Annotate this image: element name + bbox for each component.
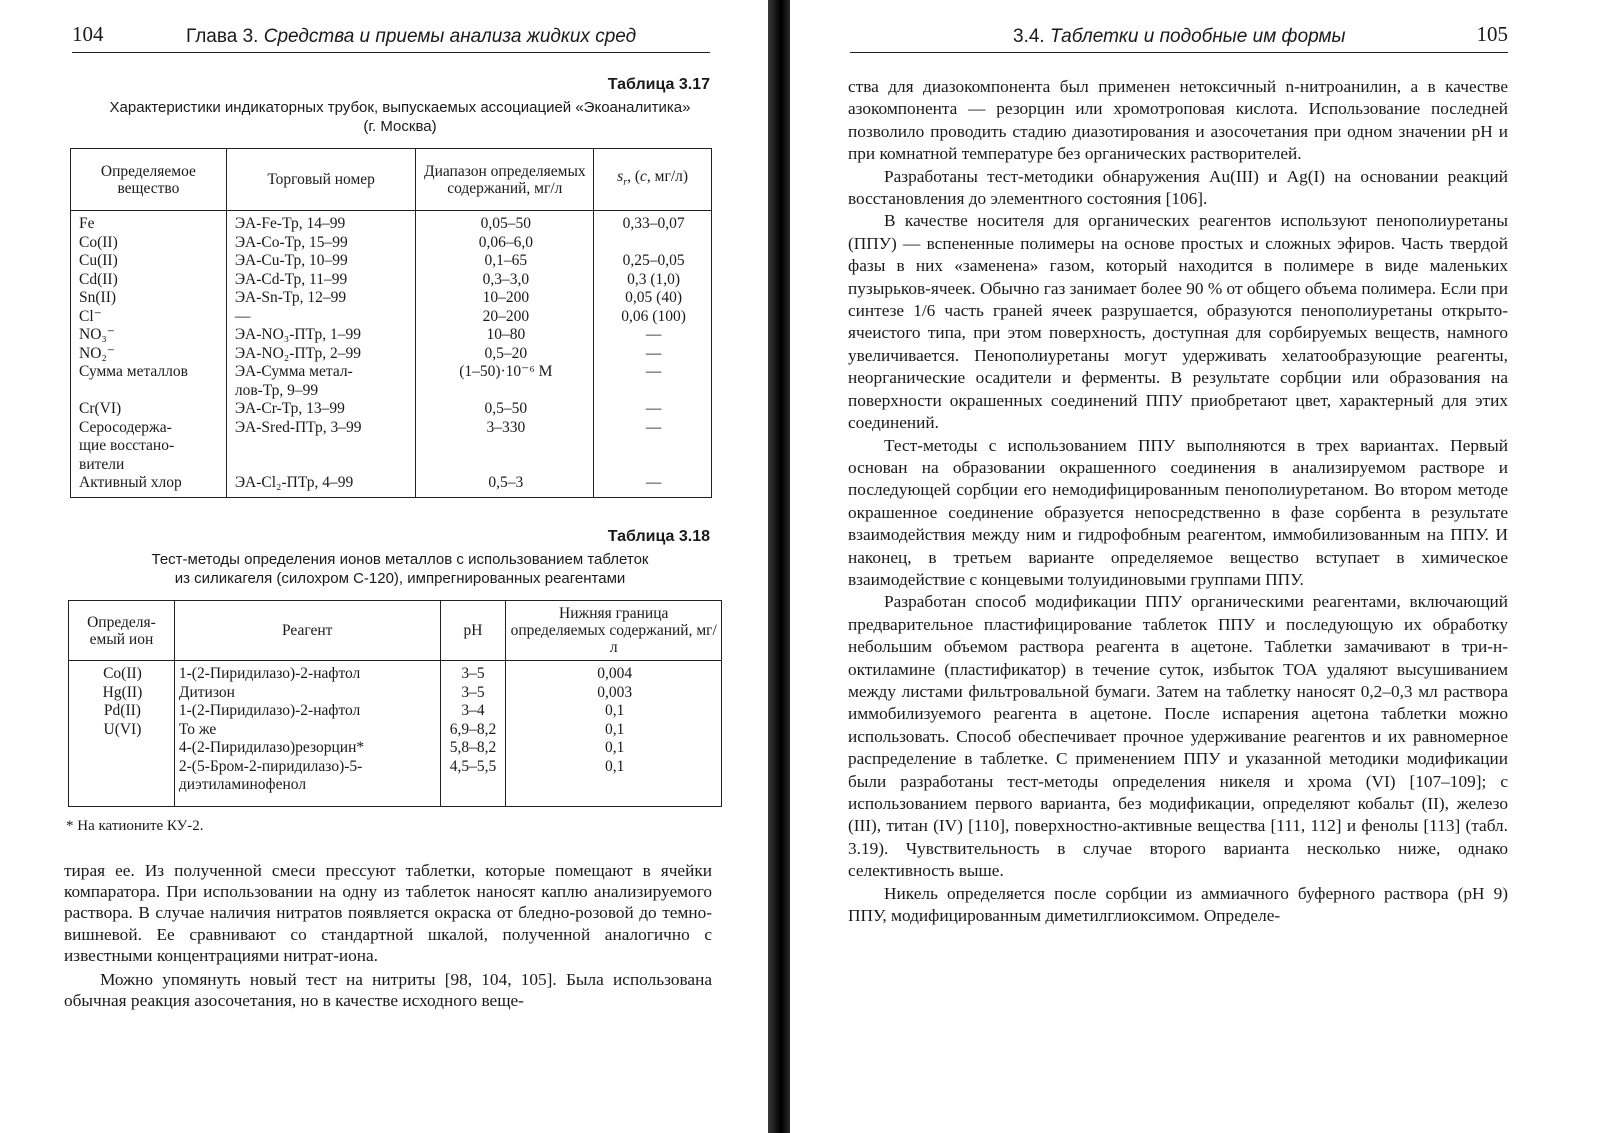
t317-cell-sr: — xyxy=(645,474,662,491)
page-number-left: 104 xyxy=(72,22,104,46)
t317-cell-range: 10–80 xyxy=(486,326,526,343)
right-paragraph-3: В качестве носителя для органических реагентов используют пенополиуретаны (ППУ) — вспененные полимеры на основе простых и сложных эфиров. Часть твердой фазы в них «заменена» газом, который находится в полимере в виде маленьких пузырьков-ячеек. Обычно газ занимает более 90 % от общего объема полимера. Если при синтезе 1/6 часть граней ячеек разрушается, образуются пенополиуретаны открыто-ячеистого типа, при этом поверхность, доступная для сорбируемых веществ, намного увеличивается. Пенополиуретаны могут удерживать хелатообразующие реагенты, неорганические осадители и ферменты. В результате сорбции или образования на поверхности окрашенных соединений ППУ приобретают цвет, характерный для этих соединений. xyxy=(848,211,1508,433)
right-page xyxy=(790,0,1600,1133)
t317-cell-substance: Cu(II) xyxy=(79,252,118,269)
left-head-title xyxy=(186,26,636,48)
page-number-right: 105 xyxy=(1476,22,1508,46)
t317-cell-range: 0,3–3,0 xyxy=(482,270,530,288)
t317-cell-trade: ЭА-Сумма метал- лов-Тр, 9–99 xyxy=(234,363,353,399)
table-317-caption xyxy=(62,98,738,136)
t317-cell-trade: ЭА-Cu-Тр, 10–99 xyxy=(234,252,348,269)
t317-cell-substance: Активный хлор xyxy=(79,474,182,491)
chapter-title: Средства и приемы анализа жидких сред xyxy=(263,26,637,47)
t317-cell-substance: Cr(VI) xyxy=(79,400,122,417)
left-paragraph-1: тирая ее. Из полученной смеси прессуют таблетки, которые помещают в ячейки компаратора. При использовании на одну из таблеток наносят каплю анализируемого раствора. В случае наличия нитратов появляется окраска от бледно-розовой до темно-вишневой. Ее сравнивают со стандартной шкалой, полученной аналогично с известными концентрациями нитрат-иона. xyxy=(64,861,712,965)
t317-col-substance xyxy=(71,211,227,498)
t317-cell-sr: — xyxy=(645,363,662,380)
t317-cell-sr xyxy=(602,234,705,253)
t317-cell-trade: — xyxy=(234,307,251,325)
table-318-caption-line2: из силикагеля (силохром С-120), импрегнированных реагентами xyxy=(174,570,626,587)
t317-cell-trade: ЭА-Sn-Тр, 12–99 xyxy=(234,289,347,306)
t317-cell-substance: Co(II) xyxy=(79,233,118,251)
t317-cell-range: 20–200 xyxy=(482,307,530,325)
right-paragraph-5: Разработан способ модификации ППУ органическими реагентами, включающий предварительное пластифицирование таблеток ППУ и последующую их обработку небольшим объемом раствора реагента в ацетоне. Таблетки замачивают в три-н-октиламине (пластификатор) в течение суток, избыток ТОА удаляют высушиванием между листами фильтровальной бумаги. Затем на таблетку наносят 0,2–0,3 мл раствора иммобилизуемого реагента в ацетоне. После испарения ацетона таблетки можно использовать. Способ обеспечивает прочное удерживание реагентов и их равномерное распределение в таблетке. С применением ППУ и указанной методики модификации были разработаны тест-методы определения никеля и хрома (VI) [107–109]; с использованием первого варианта, без модификации, определяют кобальт (II), железо (III), титан (IV) [110], поверхностно-активные вещества [111, 112] и фенолы [113] (табл. 3.19). Чувствительность в случае второго варианта несколько ниже, однако селективность выше. xyxy=(848,592,1508,881)
footnote: * На катионите КУ-2. xyxy=(66,818,204,834)
right-paragraph-1: ства для диазокомпонента был применен нетоксичный n-нитроанилин, а в качестве азокомпонента — резорцин или хромотроповая кислота. Использование последней позволило проводить стадию диазотирования и азосочетания при одном значении pH и при комнатной температуре без органических растворителей. xyxy=(848,77,1508,164)
table-318 xyxy=(68,600,722,807)
t317-cell-substance: Серосодержа- щие восстано- вители xyxy=(79,418,175,473)
table-317-caption-line2: (г. Москва) xyxy=(363,118,437,135)
t317-cell-sr: — xyxy=(645,344,662,362)
t317-col-sr xyxy=(594,211,712,498)
t317-cell-trade: ЭА-NO₃-ПТр, 1–99 xyxy=(234,326,361,343)
t317-cell-trade: ЭА-NO₂-ПТр, 2–99 xyxy=(234,344,361,362)
t318-ph: 3–5 3–5 3–4 6,9–8,2 5,8–8,2 4,5–5,5 xyxy=(440,661,506,807)
t318-header-limit: Нижняя граница определяемых содержаний, мг/л xyxy=(506,601,722,661)
table-318-caption-line1: Тест-методы определения ионов металлов с использованием таблеток xyxy=(151,551,649,568)
left-body-text xyxy=(64,860,712,1011)
t317-cell-range: 10–200 xyxy=(482,289,530,306)
t318-header-reagent: Реагент xyxy=(174,601,440,661)
right-paragraph-2: Разработаны тест-методики обнаружения Au(III) и Ag(I) на основании реакций восстановления до элементного состояния [106]. xyxy=(848,166,1508,209)
table-318-caption xyxy=(62,550,738,588)
t317-cell-sr: — xyxy=(645,418,662,436)
t317-cell-sr: — xyxy=(645,400,662,417)
right-paragraph-6: Никель определяется после сорбции из аммиачного буферного раствора (pH 9) ППУ, модифицированным диметилглиоксимом. Определе- xyxy=(848,883,1508,926)
right-running-head xyxy=(850,22,1508,53)
t317-cell-range: 0,06–6,0 xyxy=(478,233,533,251)
table-317-caption-line1: Характеристики индикаторных трубок, выпускаемых ассоциацией «Экоаналитика» xyxy=(109,99,691,116)
book-spine xyxy=(768,0,790,1133)
t317-cell-range: 0,5–3 xyxy=(488,474,524,491)
t317-col-trade xyxy=(226,211,416,498)
t317-cell-trade: ЭА-Sred-ПТр, 3–99 xyxy=(234,418,362,436)
t317-cell-range: 3–330 xyxy=(486,418,526,436)
right-body-text xyxy=(848,76,1508,927)
right-paragraph-4: Тест-методы с использованием ППУ выполняются в трех вариантах. Первый основан на образовании окрашенного соединения в анализируемом растворе и последующей сорбции его немодифицированным пенополиуретаном. Во втором методе окрашенное соединение образуется непосредственно в фазе сорбента в результате взаимодействия между ним и гидрофобным реагентом, иммобилизованным на ППУ. И наконец, в третьем варианте определяемое вещество вступает в химическое взаимодействие с концевыми толуидиновыми группами ППУ. xyxy=(848,435,1508,589)
section-number: 3.4. xyxy=(1013,26,1045,47)
t317-header-range: Диапазон определяемых содержаний, мг/л xyxy=(416,149,594,211)
table-317 xyxy=(70,148,712,498)
t317-cell-sr: — xyxy=(645,326,662,343)
t318-header-ph: pH xyxy=(440,601,506,661)
t317-cell-trade: ЭА-Fe-Тр, 14–99 xyxy=(234,215,346,232)
left-running-head xyxy=(72,22,710,53)
t318-reagents: 1-(2-Пиридилазо)-2-нафтол Дитизон 1-(2-Пиридилазо)-2-нафтол То же 4-(2-Пиридилазо)резорцин* 2-(5-Бром-2-пиридилазо)-5- диэтиламинофенол xyxy=(174,661,440,807)
t317-cell-sr: 0,33–0,07 xyxy=(622,215,685,232)
t317-cell-sr: 0,3 (1,0) xyxy=(627,270,681,288)
t317-cell-substance: Fe xyxy=(79,215,95,232)
t317-cell-trade: ЭА-Cd-Тр, 11–99 xyxy=(234,270,348,288)
t317-cell-sr: 0,06 (100) xyxy=(621,307,686,325)
t317-cell-range: 0,1–65 xyxy=(484,252,528,269)
t317-cell-range: 0,5–20 xyxy=(484,344,528,362)
t317-cell-substance: Сумма металлов xyxy=(79,363,188,380)
t317-cell-sr: 0,05 (40) xyxy=(625,289,682,306)
t317-cell-trade: ЭА-Co-Тр, 15–99 xyxy=(234,233,348,251)
t318-header-ion: Определя- емый ион xyxy=(69,601,175,661)
t317-cell-range: (1–50)·10⁻⁶ М xyxy=(459,363,553,380)
t317-cell-substance: NO₃⁻ xyxy=(79,326,115,343)
t317-header-sr: $s_r$, (c, мг/л) xyxy=(594,149,712,211)
t317-cell-trade: ЭА-Cl₂-ПТр, 4–99 xyxy=(234,474,354,491)
chapter-label: Глава 3. xyxy=(186,26,259,47)
table-317-label: Таблица 3.17 xyxy=(607,76,710,93)
t317-col-range xyxy=(416,211,594,498)
t318-limits: 0,004 0,003 0,1 0,1 0,1 0,1 xyxy=(506,661,722,807)
t317-cell-trade: ЭА-Cr-Тр, 13–99 xyxy=(234,400,345,417)
section-title: Таблетки и подобные им формы xyxy=(1049,26,1346,47)
left-paragraph-2: Можно упомянуть новый тест на нитриты [98, 104, 105]. Была использована обычная реакция азосочетания, но в качестве исходного веще- xyxy=(64,970,712,1011)
t317-cell-range: 0,05–50 xyxy=(480,215,531,232)
t317-cell-sr: 0,25–0,05 xyxy=(622,252,685,269)
t317-cell-range: 0,5–50 xyxy=(484,400,528,417)
t318-ions: Co(II) Hg(II) Pd(II) U(VI) xyxy=(69,661,175,807)
t317-cell-substance: Cd(II) xyxy=(79,270,118,288)
t317-cell-substance: Cl⁻ xyxy=(79,307,102,325)
table-318-label: Таблица 3.18 xyxy=(607,528,710,545)
right-head-title xyxy=(1013,26,1346,48)
t317-header-trade: Торговый номер xyxy=(226,149,416,211)
left-page xyxy=(0,0,760,1133)
t317-header-substance: Определяемое вещество xyxy=(71,149,227,211)
t317-cell-substance: NO₂⁻ xyxy=(79,344,115,362)
t317-cell-substance: Sn(II) xyxy=(79,289,117,306)
